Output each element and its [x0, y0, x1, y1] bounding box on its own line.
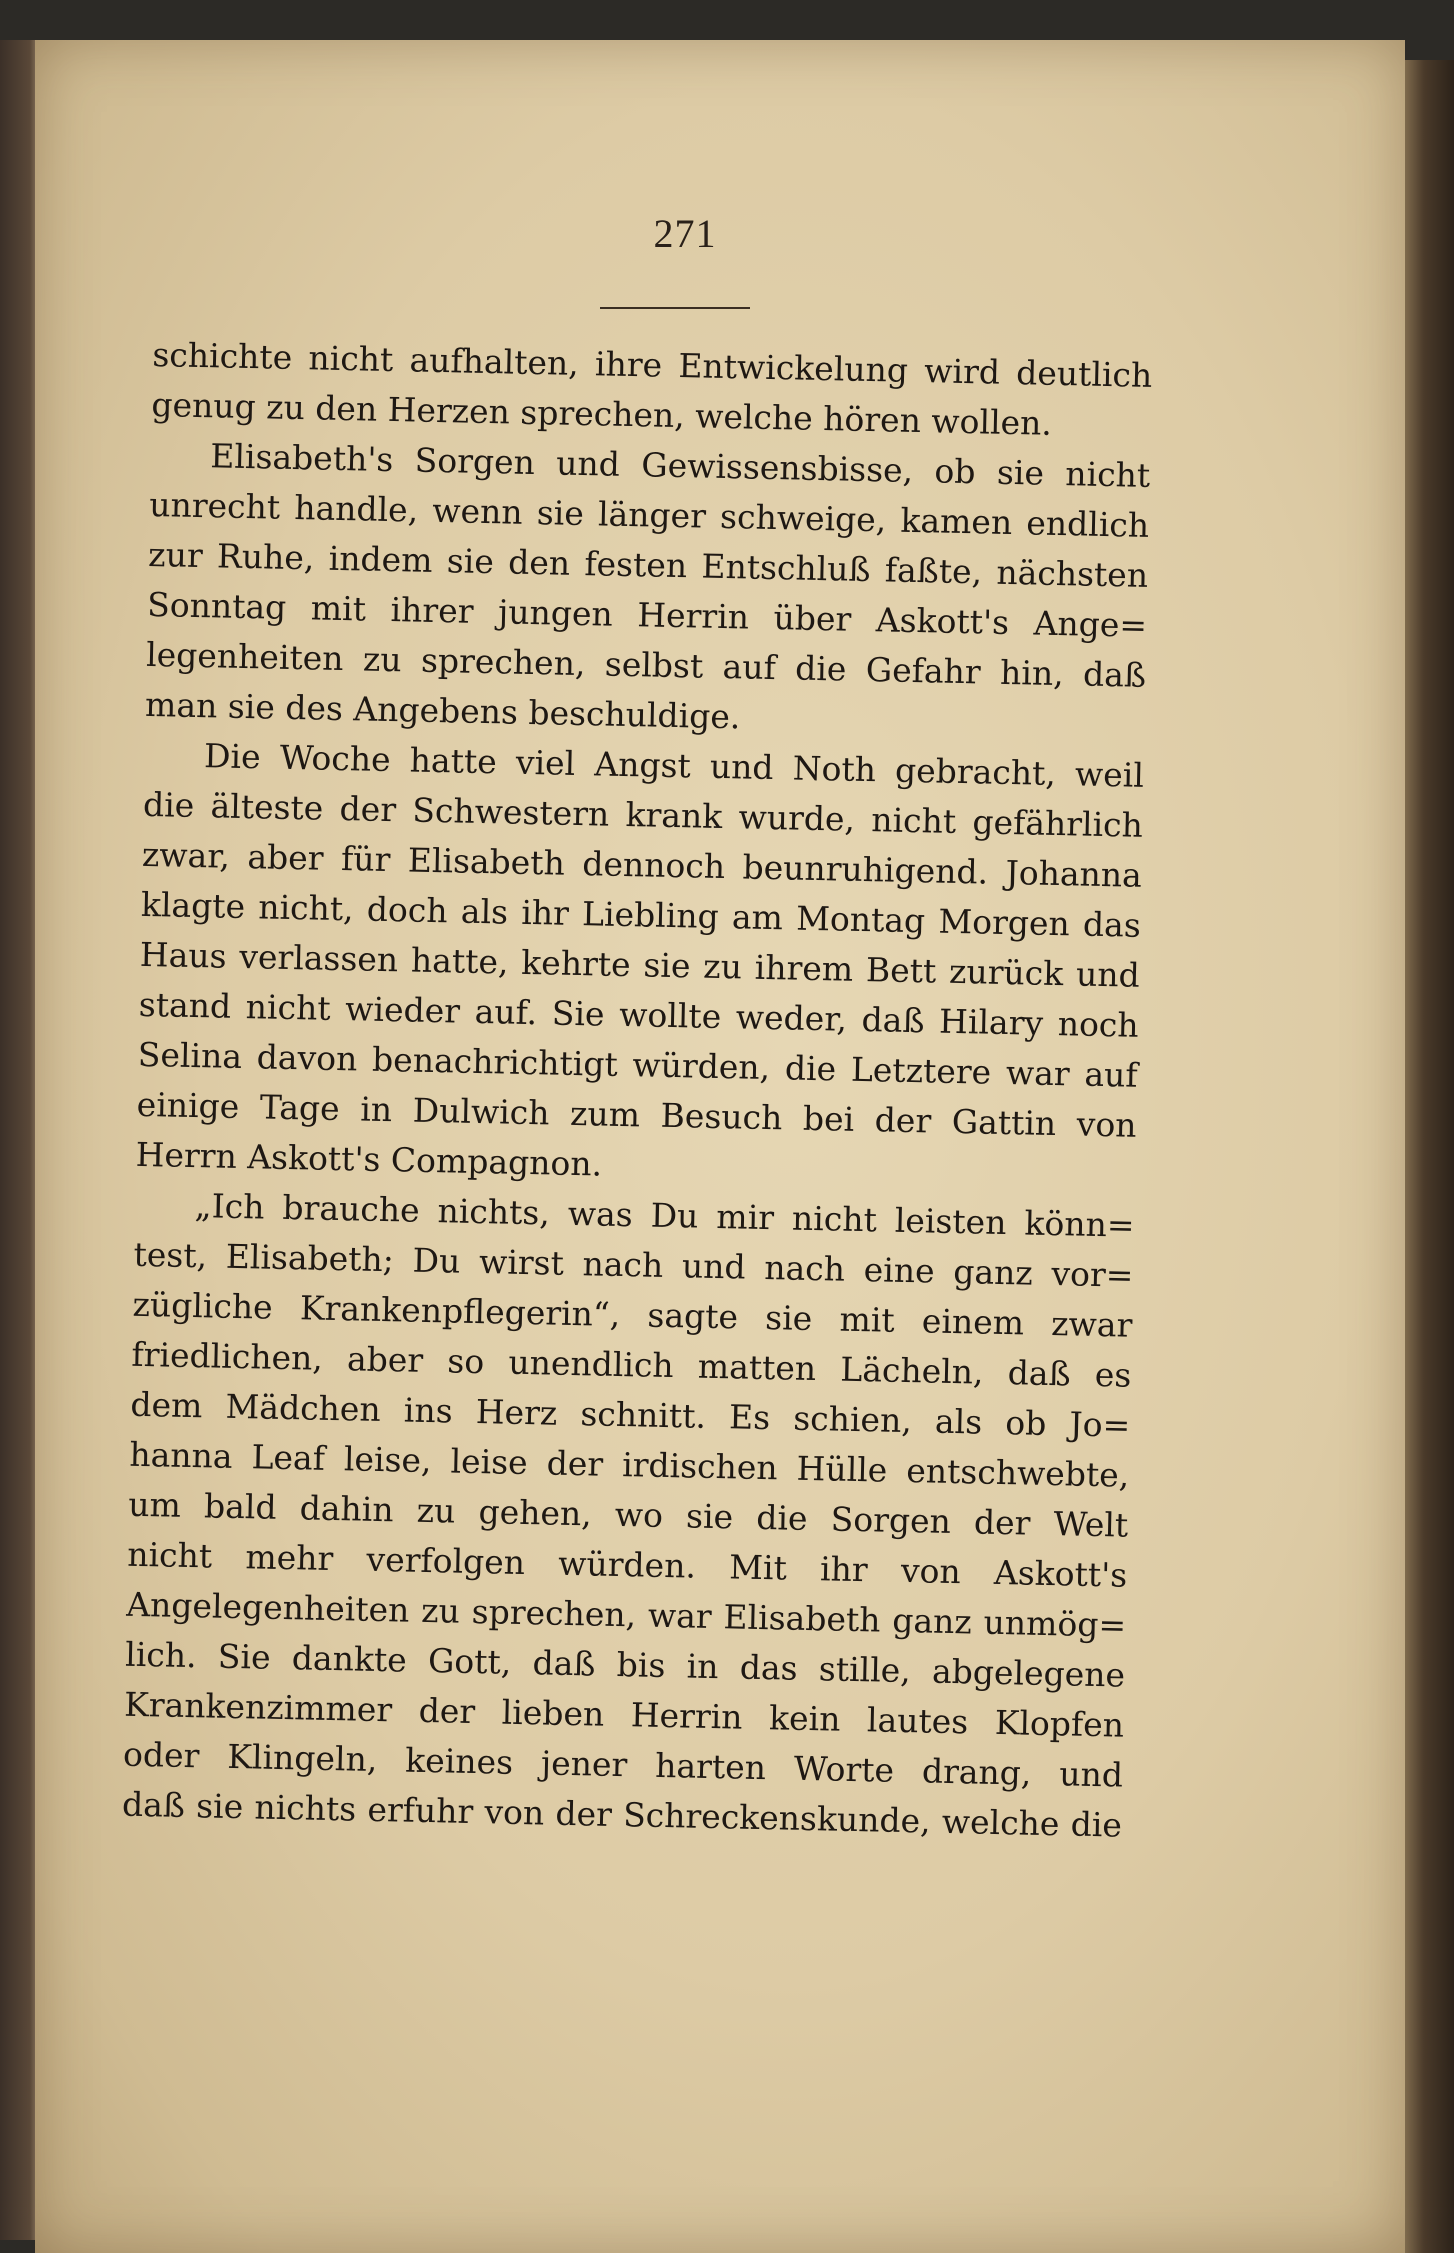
text-line: man sie des Angebens beschuldige.	[144, 684, 741, 737]
text-line: nicht mehr verfolgen würden. Mit ihr von Askott's	[126, 1534, 1128, 1595]
text-line: Krankenzimmer der lieben Herrin kein lautes Klopfen	[123, 1684, 1125, 1745]
text-line: zwar, aber für Elisabeth dennoch beunruhigend. Johanna	[141, 834, 1143, 895]
text-line: genug zu den Herzen sprechen, welche hören wollen.	[151, 384, 1053, 443]
text-line: Die Woche hatte viel Angst und Noth gebracht, weil	[203, 736, 1145, 795]
text-line: friedlichen, aber so unendlich matten Lächeln, daß es	[131, 1334, 1132, 1395]
page-number-rule	[600, 307, 750, 309]
text-line: lich. Sie dankte Gott, daß bis in das stille, abgelegene	[124, 1634, 1126, 1695]
text-line: um bald dahin zu gehen, wo sie die Sorgen der Welt	[127, 1484, 1129, 1545]
text-line: Selina davon benachrichtigt würden, die Letztere war auf	[137, 1034, 1139, 1095]
body-text	[122, 330, 1153, 1851]
text-line: hanna Leaf leise, leise der irdischen Hülle entschwebte,	[129, 1434, 1130, 1495]
page-number: 271	[653, 211, 717, 256]
text-line: schichte nicht aufhalten, ihre Entwickelung wird deutlich	[152, 334, 1153, 395]
text-line: „Ich brauche nichts, was Du mir nicht leisten könn=	[194, 1186, 1135, 1245]
text-line: Sonntag mit ihrer jungen Herrin über Askott's Ange=	[146, 584, 1148, 645]
text-line: die älteste der Schwestern krank wurde, nicht gefährlich	[142, 784, 1144, 845]
text-line: Angelegenheiten zu sprechen, war Elisabeth ganz unmög=	[125, 1584, 1127, 1645]
text-line: stand nicht wieder auf. Sie wollte weder, daß Hilary noch	[138, 984, 1140, 1045]
text-line: zur Ruhe, indem sie den festen Entschluß faßte, nächsten	[147, 534, 1149, 595]
text-line: daß sie nichts erfuhr von der Schreckenskunde, welche die	[121, 1784, 1123, 1845]
text-line: unrecht handle, wenn sie länger schweige, kamen endlich	[148, 484, 1150, 545]
text-line: dem Mädchen ins Herz schnitt. Es schien, als ob Jo=	[130, 1384, 1131, 1445]
text-line: test, Elisabeth; Du wirst nach und nach eine ganz vor=	[133, 1234, 1134, 1295]
text-line: einige Tage in Dulwich zum Besuch bei der Gattin von	[136, 1084, 1137, 1145]
text-line: zügliche Krankenpflegerin“, sagte sie mit einem zwar	[132, 1284, 1133, 1345]
text-line: Herrn Askott's Compagnon.	[135, 1134, 603, 1184]
text-line: Haus verlassen hatte, kehrte sie zu ihrem Bett zurück und	[139, 934, 1141, 995]
text-line: klagte nicht, doch als ihr Liebling am Montag Morgen das	[140, 884, 1142, 945]
text-line: legenheiten zu sprechen, selbst auf die Gefahr hin, daß	[145, 634, 1147, 695]
book-page	[35, 40, 1405, 2253]
text-line: Elisabeth's Sorgen und Gewissensbisse, ob sie nicht	[209, 436, 1151, 495]
text-line: oder Klingeln, keines jener harten Worte drang, und	[122, 1734, 1124, 1795]
